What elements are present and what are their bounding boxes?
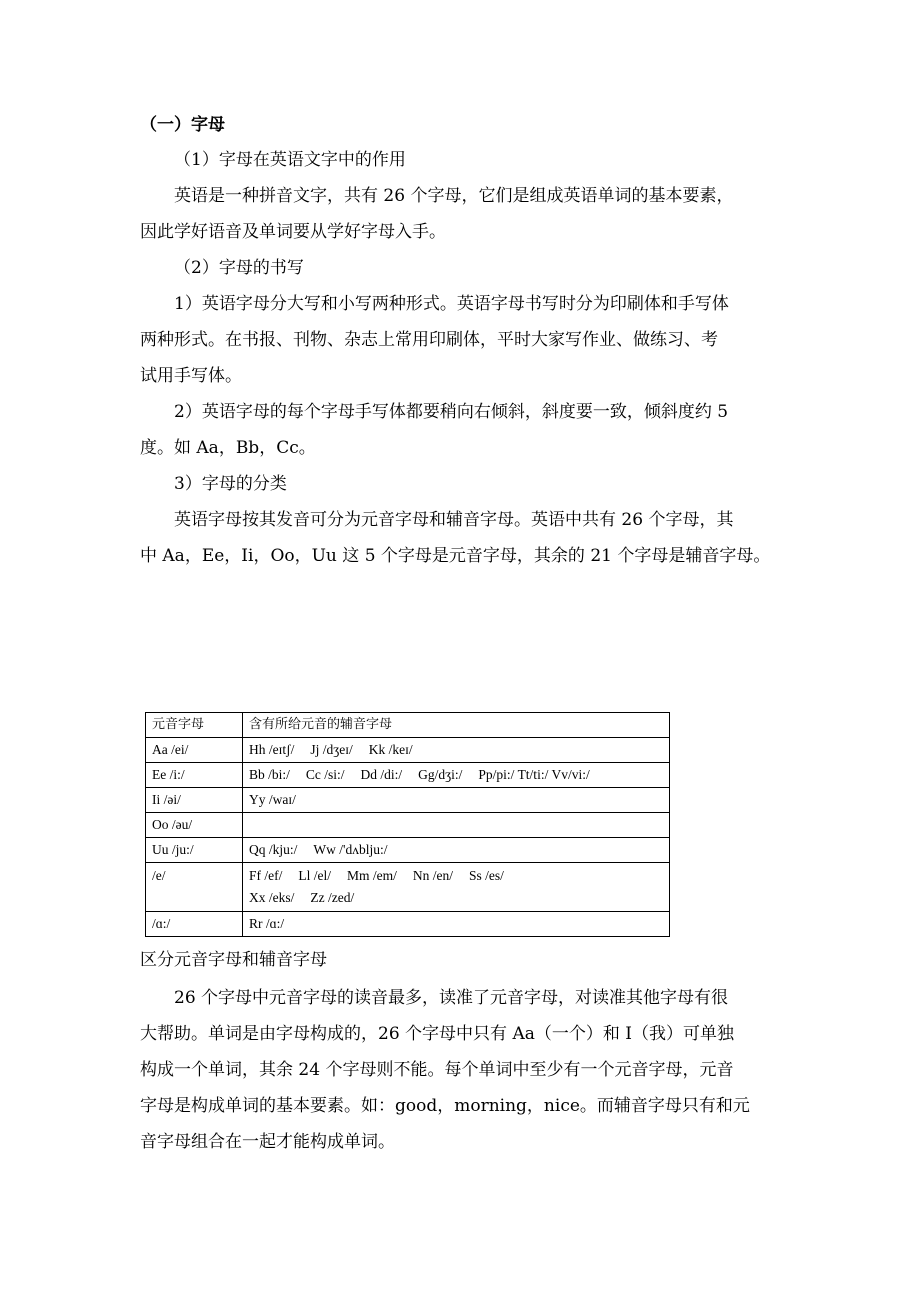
consonant-item: Pp/pi:/ Tt/ti:/ Vv/vi:/	[478, 767, 590, 782]
consonant-item: Yy /waɪ/	[249, 792, 296, 807]
consonant-item: Jj /dʒeɪ/	[310, 742, 353, 757]
vowel-consonant-table	[145, 712, 670, 937]
consonant-line	[249, 887, 663, 909]
consonant-item: Cc /si:/	[305, 767, 345, 782]
vowel-cell: /ɑ:/	[146, 912, 243, 937]
table-row	[146, 912, 670, 937]
consonant-cell	[243, 813, 670, 838]
paragraph-5-line-2: 大帮助。单词是由字母构成的，26 个字母中只有 Aa（一个）和 I（我）可单独	[140, 1024, 734, 1044]
vowel-cell: Ii /əi/	[146, 788, 243, 813]
paragraph-1-line-1: 英语是一种拼音文字，共有 26 个字母，它们是组成英语单词的基本要素，	[174, 186, 734, 206]
paragraph-2-line-1: 1）英语字母分大写和小写两种形式。英语字母书写时分为印刷体和手写体	[174, 294, 729, 314]
subheading-1: （1）字母在英语文字中的作用	[174, 150, 406, 170]
consonant-line	[249, 865, 663, 887]
paragraph-5-line-3: 构成一个单词，其余 24 个字母则不能。每个单词中至少有一个元音字母，元音	[140, 1060, 734, 1080]
consonant-item: Bb /bi:/	[249, 767, 290, 782]
consonant-cell	[243, 738, 670, 763]
table-header-consonant: 含有所给元音的辅音字母	[243, 713, 670, 738]
table-row	[146, 738, 670, 763]
consonant-item: Kk /keɪ/	[368, 742, 413, 757]
paragraph-5-line-5: 音字母组合在一起才能构成单词。	[140, 1132, 395, 1152]
consonant-cell	[243, 912, 670, 937]
consonant-item: Nn /en/	[412, 868, 453, 883]
consonant-item: Dd /di:/	[360, 767, 403, 782]
vowel-cell: Uu /ju:/	[146, 838, 243, 863]
paragraph-5-line-4: 字母是构成单词的基本要素。如：good，morning，nice。而辅音字母只有和元	[140, 1096, 750, 1116]
table-header-row	[146, 713, 670, 738]
subheading-2: （2）字母的书写	[174, 258, 304, 278]
consonant-item: Zz /zed/	[310, 890, 355, 905]
vowel-cell: /e/	[146, 863, 243, 912]
consonant-item: Ss /es/	[469, 868, 504, 883]
consonant-item: Qq /kju:/	[249, 842, 298, 857]
table-caption: 区分元音字母和辅音字母	[140, 950, 327, 970]
vowel-cell: Oo /əu/	[146, 813, 243, 838]
consonant-cell	[243, 763, 670, 788]
vowel-cell: Aa /ei/	[146, 738, 243, 763]
paragraph-2-line-3: 试用手写体。	[140, 366, 242, 386]
consonant-item: Xx /eks/	[249, 890, 295, 905]
paragraph-4-line-1: 英语字母按其发音可分为元音字母和辅音字母。英语中共有 26 个字母，其	[174, 510, 734, 530]
paragraph-3-line-1: 2）英语字母的每个字母手写体都要稍向右倾斜，斜度要一致，倾斜度约 5	[174, 402, 729, 422]
consonant-item: Ww /'dʌblju:/	[313, 842, 388, 857]
section-heading: （一）字母	[140, 115, 225, 135]
consonant-item: Hh /eɪtʃ/	[249, 742, 295, 757]
vowel-cell: Ee /i:/	[146, 763, 243, 788]
consonant-item: Ff /ef/	[249, 868, 283, 883]
table-row	[146, 788, 670, 813]
paragraph-5-line-1: 26 个字母中元音字母的读音最多，读准了元音字母，对读准其他字母有很	[174, 988, 729, 1008]
table-row	[146, 863, 670, 912]
table-row	[146, 813, 670, 838]
consonant-item: Mm /em/	[347, 868, 397, 883]
consonant-item: Rr /ɑ:/	[249, 916, 285, 931]
subheading-3: 3）字母的分类	[174, 474, 287, 494]
paragraph-4-line-2: 中 Aa，Ee，Ii，Oo，Uu 这 5 个字母是元音字母，其余的 21 个字母是辅音字母。	[140, 546, 771, 566]
paragraph-2-line-2: 两种形式。在书报、刊物、杂志上常用印刷体，平时大家写作业、做练习、考	[140, 330, 718, 350]
table-row	[146, 763, 670, 788]
paragraph-3-line-2: 度。如 Aa，Bb，Cc。	[140, 438, 316, 458]
table-row	[146, 838, 670, 863]
consonant-cell	[243, 863, 670, 912]
consonant-item: Ll /el/	[298, 868, 331, 883]
paragraph-1-line-2: 因此学好语音及单词要从学好字母入手。	[140, 222, 446, 242]
consonant-cell	[243, 838, 670, 863]
consonant-cell	[243, 788, 670, 813]
table-header-vowel: 元音字母	[146, 713, 243, 738]
consonant-item: Gg/dʒi:/	[418, 767, 463, 782]
